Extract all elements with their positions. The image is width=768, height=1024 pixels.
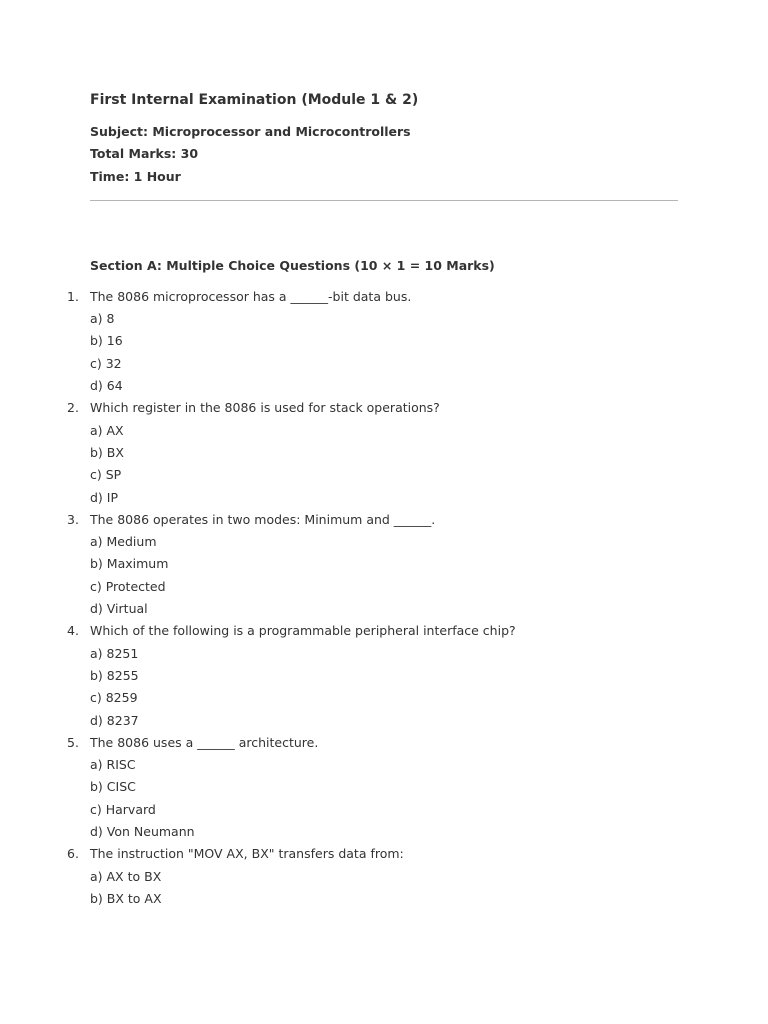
question-5 [67,732,678,843]
question-number: 3. [67,511,79,527]
option-a: a) 8251 [90,645,139,661]
option-d: d) 8237 [90,712,139,728]
option-c: c) 32 [90,355,122,371]
option-b: b) 16 [90,333,123,349]
section-a-heading: Section A: Multiple Choice Questions (10 × 1 = 10 Marks) [90,257,495,273]
question-text: Which of the following is a programmable peripheral interface chip? [90,623,516,639]
time-line: Time: 1 Hour [90,168,181,184]
option-a: a) 8 [90,311,115,327]
exam-title: First Internal Examination (Module 1 & 2) [90,92,419,108]
question-6 [67,843,678,910]
option-b: b) BX to AX [90,890,162,906]
option-d: d) IP [90,489,119,505]
option-b: b) Maximum [90,556,169,572]
total-marks-line: Total Marks: 30 [90,146,199,162]
question-number: 6. [67,846,79,862]
option-c: c) Harvard [90,801,156,817]
option-d: d) Virtual [90,601,148,617]
option-b: b) BX [90,444,124,460]
horizontal-divider [90,200,678,201]
question-text: Which register in the 8086 is used for stack operations? [90,400,440,416]
option-a: a) AX to BX [90,868,162,884]
option-c: c) 8259 [90,690,138,706]
question-2 [67,397,678,508]
option-b: b) CISC [90,779,136,795]
question-text: The 8086 microprocessor has a ______-bit data bus. [90,288,412,304]
option-c: c) Protected [90,578,166,594]
option-a: a) Medium [90,534,157,550]
option-a: a) AX [90,422,124,438]
option-c: c) SP [90,467,122,483]
question-text: The 8086 operates in two modes: Minimum and ______. [90,511,436,527]
question-number: 4. [67,623,79,639]
option-d: d) 64 [90,378,123,394]
question-number: 5. [67,734,79,750]
option-b: b) 8255 [90,667,139,683]
question-3 [67,509,678,620]
question-text: The 8086 uses a ______ architecture. [90,734,319,750]
question-number: 2. [67,400,79,416]
question-number: 1. [67,288,79,304]
question-text: The instruction "MOV AX, BX" transfers data from: [90,846,404,862]
exam-document [67,88,678,910]
question-4 [67,620,678,731]
question-list [67,286,678,910]
exam-meta [90,121,678,188]
subject-line: Subject: Microprocessor and Microcontrollers [90,124,411,139]
question-1 [67,286,678,397]
option-d: d) Von Neumann [90,824,195,840]
option-a: a) RISC [90,757,136,773]
